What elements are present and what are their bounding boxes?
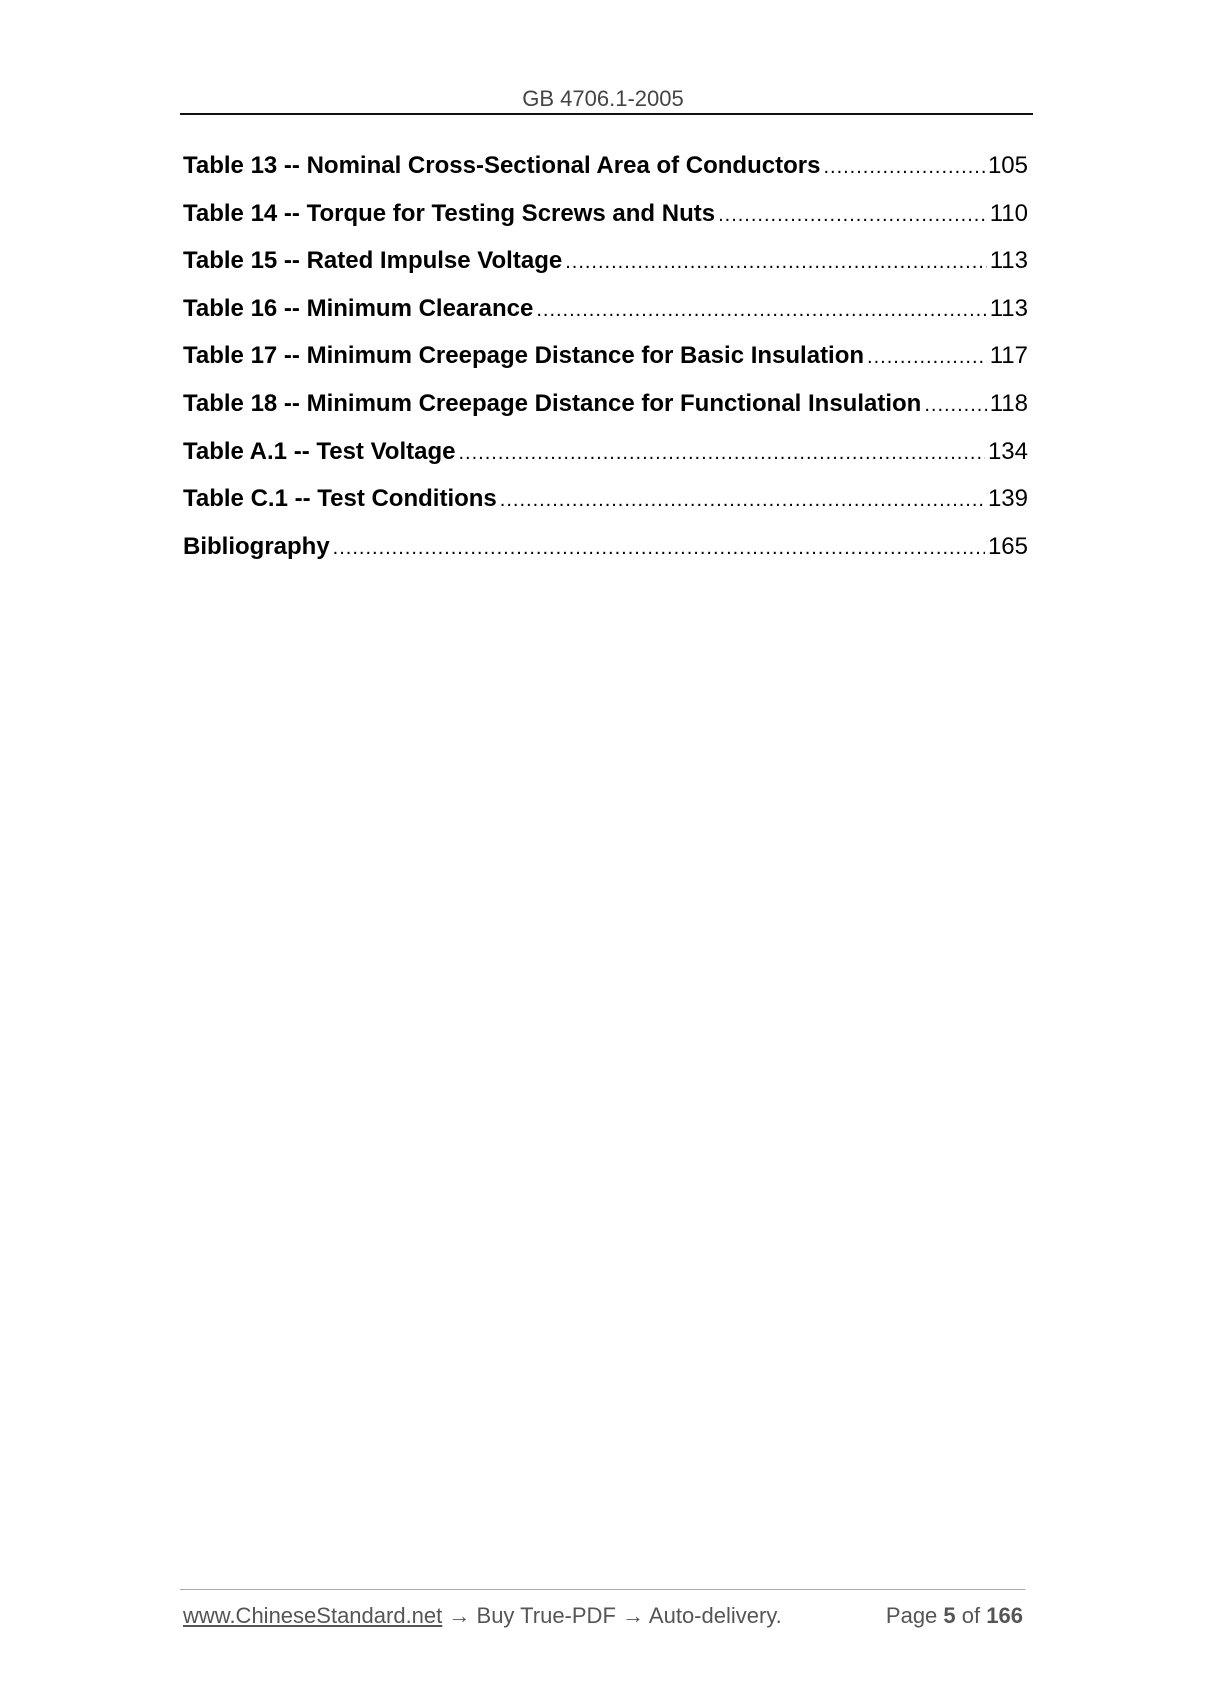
- toc-entry-label: Table 17 -- Minimum Creepage Distance for Basic Insulation: [183, 342, 865, 370]
- toc-entry-page: 105: [987, 152, 1028, 179]
- toc-entry-page: 165: [987, 532, 1028, 560]
- toc-entry[interactable]: [183, 438, 1028, 486]
- toc-entry-label: Table 15 -- Rated Impulse Voltage: [183, 247, 563, 275]
- current-page: 5: [943, 1603, 956, 1628]
- footer-promo: [183, 1603, 782, 1629]
- toc-entry[interactable]: [183, 485, 1028, 533]
- toc-leader-dots: [924, 394, 986, 417]
- toc-leader-dots: [458, 442, 984, 465]
- toc-entry-page: 139: [987, 485, 1028, 513]
- table-of-contents: [183, 152, 1028, 580]
- toc-entry-label: Table A.1 -- Test Voltage: [183, 437, 456, 465]
- toc-entry-page: 113: [989, 247, 1028, 275]
- toc-entry-label: Table 18 -- Minimum Creepage Distance for Functional Insulation: [183, 389, 922, 417]
- page-label: Page: [885, 1603, 938, 1628]
- toc-entry-page: 113: [989, 294, 1028, 322]
- toc-entry-label: Table 13 -- Nominal Cross-Sectional Area of Conductors: [183, 152, 821, 179]
- toc-entry[interactable]: [183, 342, 1028, 390]
- toc-entry[interactable]: [183, 152, 1028, 200]
- footer-divider: [180, 1589, 1025, 1590]
- toc-leader-dots: [565, 251, 987, 274]
- toc-entry[interactable]: [183, 533, 1028, 581]
- toc-leader-dots: [823, 156, 985, 179]
- toc-entry[interactable]: [183, 390, 1028, 438]
- toc-leader-dots: [333, 537, 985, 560]
- arrow-right-icon: →: [448, 1603, 471, 1628]
- footer-step-delivery: Auto-delivery.: [648, 1603, 782, 1628]
- footer-step-buy: Buy True-PDF: [476, 1603, 616, 1628]
- toc-entry-label: Table 14 -- Torque for Testing Screws and Nuts: [183, 199, 716, 227]
- total-pages: 166: [986, 1603, 1023, 1628]
- arrow-right-icon: →: [622, 1603, 645, 1628]
- toc-leader-dots: [500, 489, 985, 512]
- page-number: [886, 1603, 1023, 1629]
- toc-entry-label: Table C.1 -- Test Conditions: [183, 485, 497, 513]
- toc-entry-page: 134: [987, 437, 1028, 465]
- website-link[interactable]: www.ChineseStandard.net: [183, 1603, 443, 1628]
- toc-leader-dots: [867, 346, 987, 369]
- toc-entry[interactable]: [183, 200, 1028, 248]
- page-of-label: of: [961, 1603, 981, 1628]
- header-divider: [180, 113, 1033, 115]
- toc-entry-label: Table 16 -- Minimum Clearance: [183, 294, 534, 322]
- toc-leader-dots: [536, 299, 986, 322]
- toc-entry-page: 118: [989, 389, 1028, 417]
- toc-leader-dots: [718, 204, 987, 227]
- document-header-title: GB 4706.1-2005: [522, 86, 684, 111]
- toc-entry[interactable]: [183, 295, 1028, 343]
- toc-entry-label: Bibliography: [183, 532, 330, 560]
- toc-entry-page: 117: [989, 342, 1028, 370]
- toc-entry[interactable]: [183, 247, 1028, 295]
- toc-entry-page: 110: [989, 199, 1028, 227]
- page-footer: [183, 1603, 1023, 1629]
